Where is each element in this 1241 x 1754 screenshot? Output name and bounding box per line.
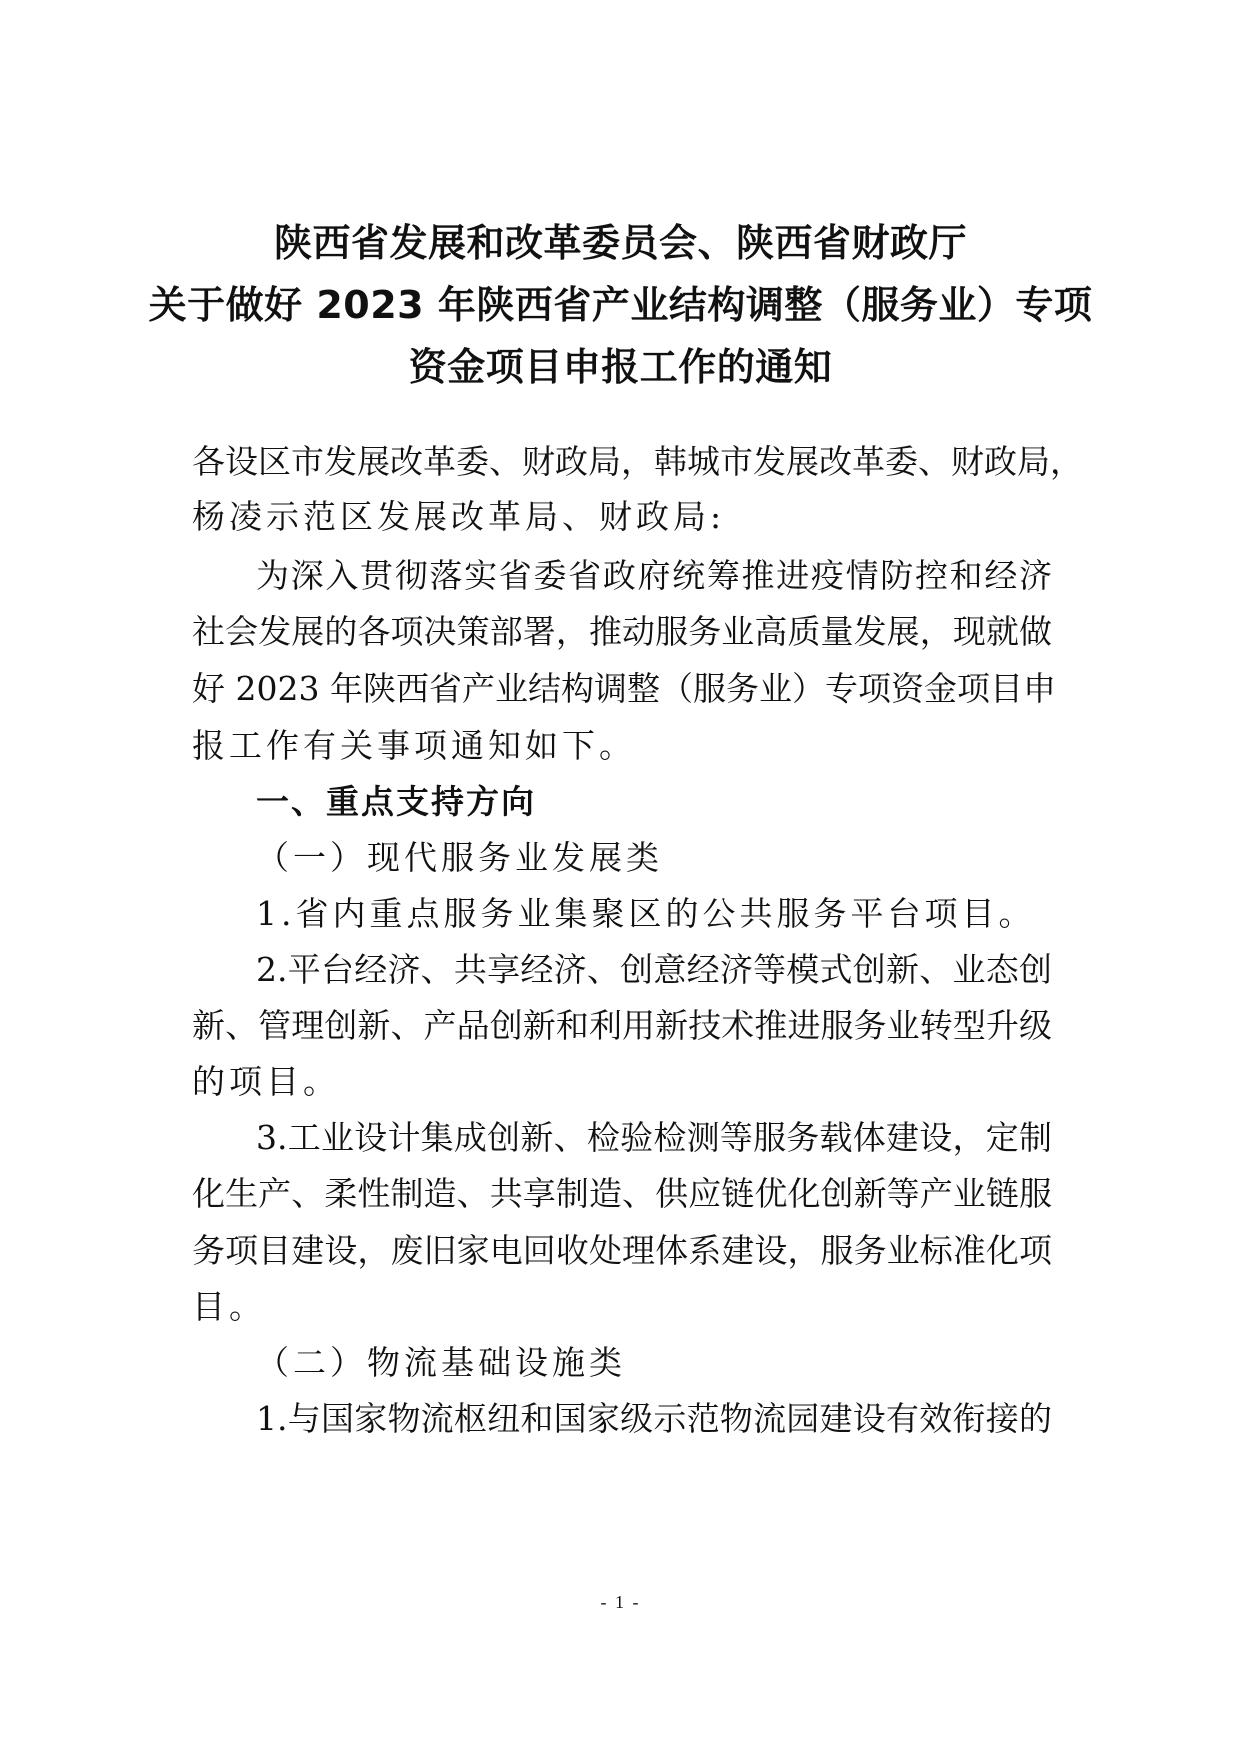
subsection-heading-logistics: （二）物流基础设施类 [256, 1343, 626, 1382]
item-1-3-line-3: 务项目建设，废旧家电回收处理体系建设，服务业标准化项 [192, 1231, 1052, 1270]
item-1-2-line-1: 2.平台经济、共享经济、创意经济等模式创新、业态创 [256, 950, 1052, 989]
title-line-3: 资金项目申报工作的通知 [408, 345, 833, 389]
item-1-3-line-2: 化生产、柔性制造、共享制造、供应链优化创新等产业链服 [192, 1174, 1052, 1213]
item-2-1-line-1: 1.与国家物流枢纽和国家级示范物流园建设有效衔接的 [256, 1399, 1052, 1438]
intro-line-3: 好 2023 年陕西省产业结构调整（服务业）专项资金项目申 [192, 669, 1056, 708]
item-1-1: 1.省内重点服务业集聚区的公共服务平台项目。 [256, 894, 1036, 933]
section-heading-key-support: 一、重点支持方向 [256, 782, 536, 821]
title-line-2: 关于做好 2023 年陕西省产业结构调整（服务业）专项 [148, 283, 1093, 327]
item-1-3-line-1: 3.工业设计集成创新、检验检测等服务载体建设，定制 [256, 1118, 1052, 1157]
subsection-heading-modern-services: （一）现代服务业发展类 [256, 838, 663, 877]
intro-line-2: 社会发展的各项决策部署，推动服务业高质量发展，现就做 [192, 612, 1052, 651]
addressee-line-1: 各设区市发展改革委、财政局，韩城市发展改革委、财政局， [192, 442, 1083, 481]
document-title [0, 212, 1241, 398]
page-number: - 1 - [600, 1592, 641, 1612]
item-1-2-line-2: 新、管理创新、产品创新和利用新技术推进服务业转型升级 [192, 1006, 1052, 1045]
title-line-1: 陕西省发展和改革委员会、陕西省财政厅 [273, 221, 967, 265]
addressee-line-2: 杨凌示范区发展改革局、财政局: [192, 497, 726, 536]
item-1-2-line-3: 的项目。 [192, 1062, 340, 1101]
item-1-3-line-4: 目。 [192, 1287, 266, 1326]
intro-line-4: 报工作有关事项通知如下。 [192, 726, 636, 765]
intro-line-1: 为深入贯彻落实省委省政府统筹推进疫情防控和经济 [256, 556, 1052, 595]
